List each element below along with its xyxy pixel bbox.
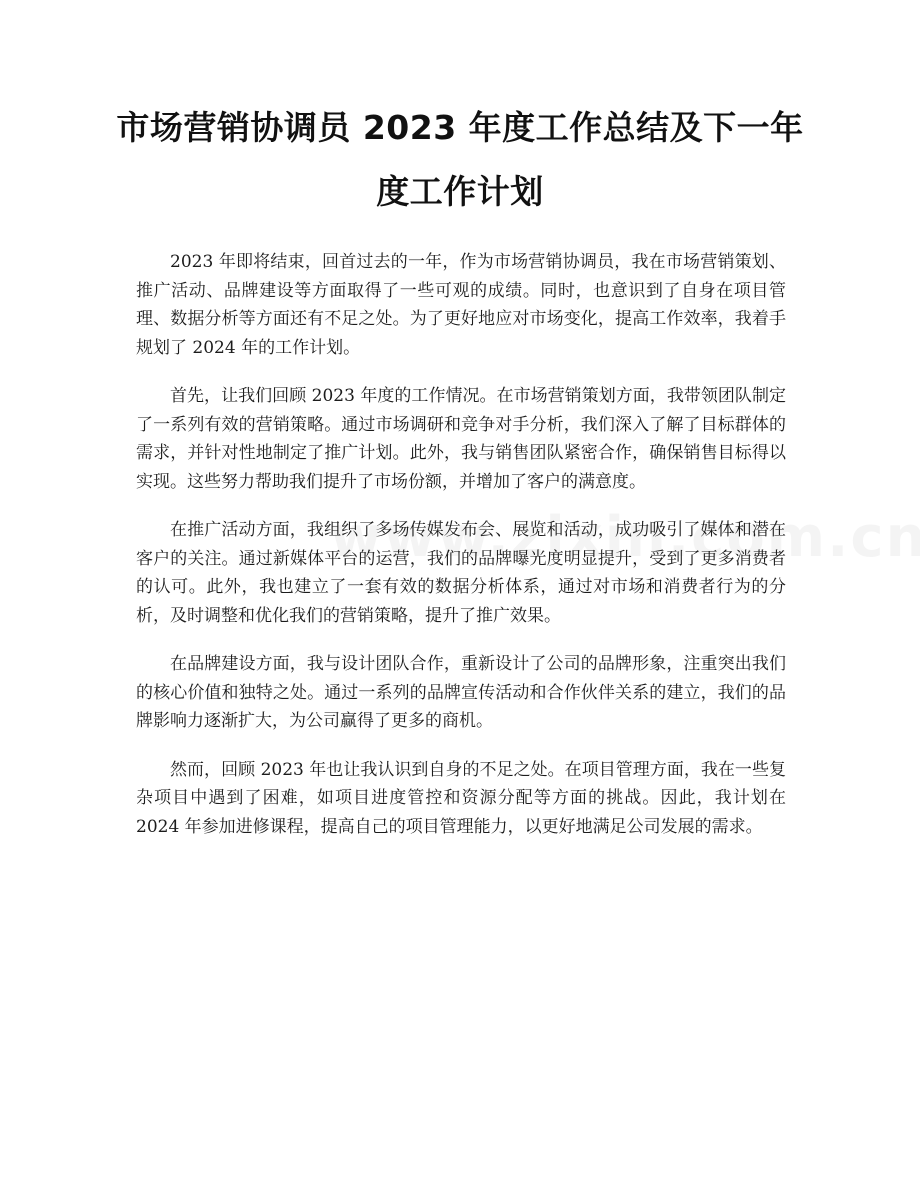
- paragraph-shortcomings: 然而，回顾 2023 年也让我认识到自身的不足之处。在项目管理方面，我在一些复杂项目中遇到了困难，如项目进度管控和资源分配等方面的挑战。因此，我计划在 2024 年参加进修课程，提高自己的项目管理能力，以更好地满足公司发展的需求。: [136, 759, 786, 837]
- paragraph-promotion: 在推广活动方面，我组织了多场传媒发布会、展览和活动，成功吸引了媒体和潜在客户的关注。通过新媒体平台的运营，我们的品牌曝光度明显提升，受到了更多消费者的认可。此外，我也建立了一套有效的数据分析体系，通过对市场和消费者行为的分析，及时调整和优化我们的营销策略，提升了推广效果。: [136, 520, 786, 626]
- paragraph-intro: 2023 年即将结束，回首过去的一年，作为市场营销协调员，我在市场营销策划、推广活动、品牌建设等方面取得了一些可观的成绩。同时，也意识到了自身在项目管理、数据分析等方面还有不足之处。为了更好地应对市场变化，提高工作效率，我着手规划了 2024 年的工作计划。: [136, 252, 786, 358]
- paragraph-review: 首先，让我们回顾 2023 年度的工作情况。在市场营销策划方面，我带领团队制定了一系列有效的营销策略。通过市场调研和竞争对手分析，我们深入了解了目标群体的需求，并针对性地制定了推广计划。此外，我与销售团队紧密合作，确保销售目标得以实现。这些努力帮助我们提升了市场份额，并增加了客户的满意度。: [136, 386, 786, 492]
- document-title: 市场营销协调员 2023 年度工作总结及下一年度工作计划: [116, 108, 804, 211]
- paragraph-branding: 在品牌建设方面，我与设计团队合作，重新设计了公司的品牌形象，注重突出我们的核心价值和独特之处。通过一系列的品牌宣传活动和合作伙伴关系的建立，我们的品牌影响力逐渐扩大，为公司赢得了更多的商机。: [136, 654, 786, 731]
- document-body: [136, 248, 786, 861]
